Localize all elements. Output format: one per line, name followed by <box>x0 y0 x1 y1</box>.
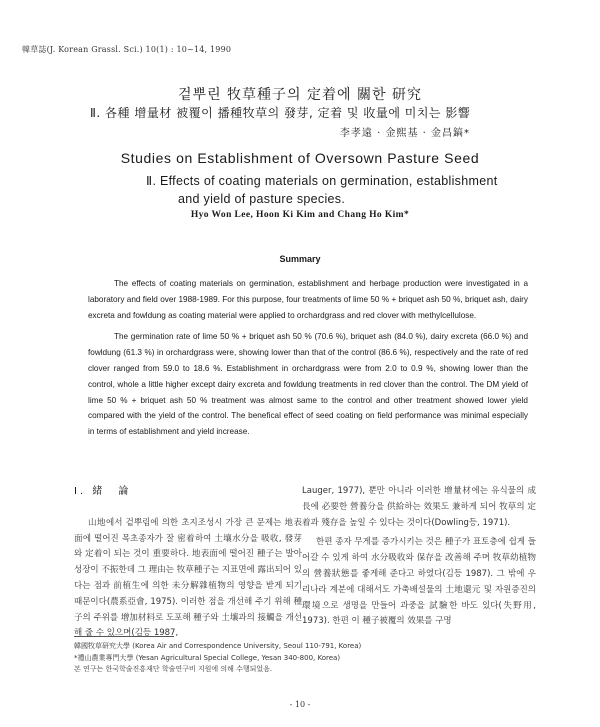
english-title: Studies on Establishment of Oversown Pasture Seed <box>120 150 480 166</box>
footnote-funding: 본 연구는 한국학술진흥재단 학술연구비 지원에 의해 수행되었음. <box>74 665 273 673</box>
footnote-affiliation-1: 韓國牧草研究大學 (Korea Air and Correspondence University, Seoul 110-791, Korea) <box>74 642 362 650</box>
page-number: - 10 - <box>289 700 311 709</box>
journal-header: 韓草誌(J. Korean Grassl. Sci.) 10(1) : 10~14, 1990 <box>22 45 232 54</box>
summary-paragraph-2: The germination rate of lime 50 % + briquet ash 50 % (70.6 %), briquet ash (84.0 %), dairy excreta (66.0 %) and fowldung (61.3 %) in orchardgrass were, showing lower than that of the control (86.6 %), respectively and the rate of red clover ranged from 59.0 to 18.6 %. Establishment in orchardgrass were from 2.0 to 0.9 %, showing lower than the control, whole a little higher except dairy excreta and fowldung treatments in red clover than the control. The DM yield of lime 50 % + briquet ash 50 % treatment was almost same to the control and other treatment showed lower yield compared with the yield of the control. The benefical effect of seed coating on field performance was minimal especially in terms of establishment and yield increase. <box>88 332 528 437</box>
english-authors: Hyo Won Lee, Hoon Ki Kim and Chang Ho Kim* <box>190 210 410 220</box>
footnotes <box>74 641 534 676</box>
footnote-affiliation-2: *禮山農業專門大學 (Yesan Agricultural Special College, Yesan 340-800, Korea) <box>74 653 341 662</box>
footnote-divider <box>74 636 174 637</box>
right-column <box>302 484 536 630</box>
english-subtitle-line-2: and yield of pasture species. <box>178 192 346 206</box>
section-heading-introduction: Ⅰ. 緒 論 <box>74 486 132 497</box>
right-column-paragraph-1: Lauger, 1977), 뿐만 아니라 이러한 增量材에는 유식물의 成長에 必要한 營養分을 供給하는 效果도 兼하게 되어 牧草의 定着과 殘存을 높일 수 있다는 것이다(Dowling등, 1971). <box>302 486 536 528</box>
english-subtitle <box>146 172 546 208</box>
korean-subtitle: Ⅱ. 各種 增量材 被覆이 播種牧草의 發芽, 定着 및 收量에 미치는 影響 <box>90 106 471 120</box>
korean-title: 겉뿌린 牧草種子의 定着에 關한 研究 <box>178 87 422 103</box>
summary-heading: Summary <box>279 254 321 264</box>
left-column <box>74 484 302 642</box>
left-column-paragraph: 山地에서 겉뿌림에 의한 초지조성시 가장 큰 문제는 地表面에 떨어진 목초종자가 잘 密着하여 土壤水分을 吸收, 發芽와 定着이 되는 것이 重要하다. 地表面에 떨어진 種子는 발아성장이 不振한데 그 理由는 牧草種子는 지표면에 露出되어 있다는 점과 前植生에 의한 未分解雜植物의 영향을 받게 되기 때문이다(農系亞會, 1975). 이러한 점을 개선해 주기 위해 種子의 주위를 增加材料로 도포해 種子와 土壤과의 接觸을 개선해 줄 수 있으며(김등 1987, <box>74 517 302 639</box>
english-subtitle-line-1: Ⅱ. Effects of coating materials on germination, establishment <box>146 174 498 188</box>
right-column-paragraph-2: 한편 종자 무게를 증가시키는 것은 種子가 표토층에 쉽게 들어갈 수 있게 하여 水分吸收와 保存을 改善해 주며 牧草幼植物의 營養狀態를 좋게해 준다고 하였다(김등 1987). 그 밖에 우리나라 계분에 대해서도 가축배설물의 土地還元 및 자원증진의 環境으로 생명을 만들어 과중을 試驗한 바도 있다(失野用, 1973). 한편 이 種子被覆의 效果를 구명 <box>302 537 536 627</box>
summary-abstract <box>88 276 528 440</box>
korean-authors: 李孝遠 · 金熙基 · 金昌鎬* <box>339 128 470 139</box>
summary-paragraph-1: The effects of coating materials on germination, establishment and herbage production were investigated in a laboratory and field over 1988-1989. For this purpose, four treatments of lime 50 % + briquet ash 50 %, briquet ash, dairy excreta and fowldung as coating material were applied to orchardgrass and red clover with methylcellulose. <box>88 279 528 320</box>
